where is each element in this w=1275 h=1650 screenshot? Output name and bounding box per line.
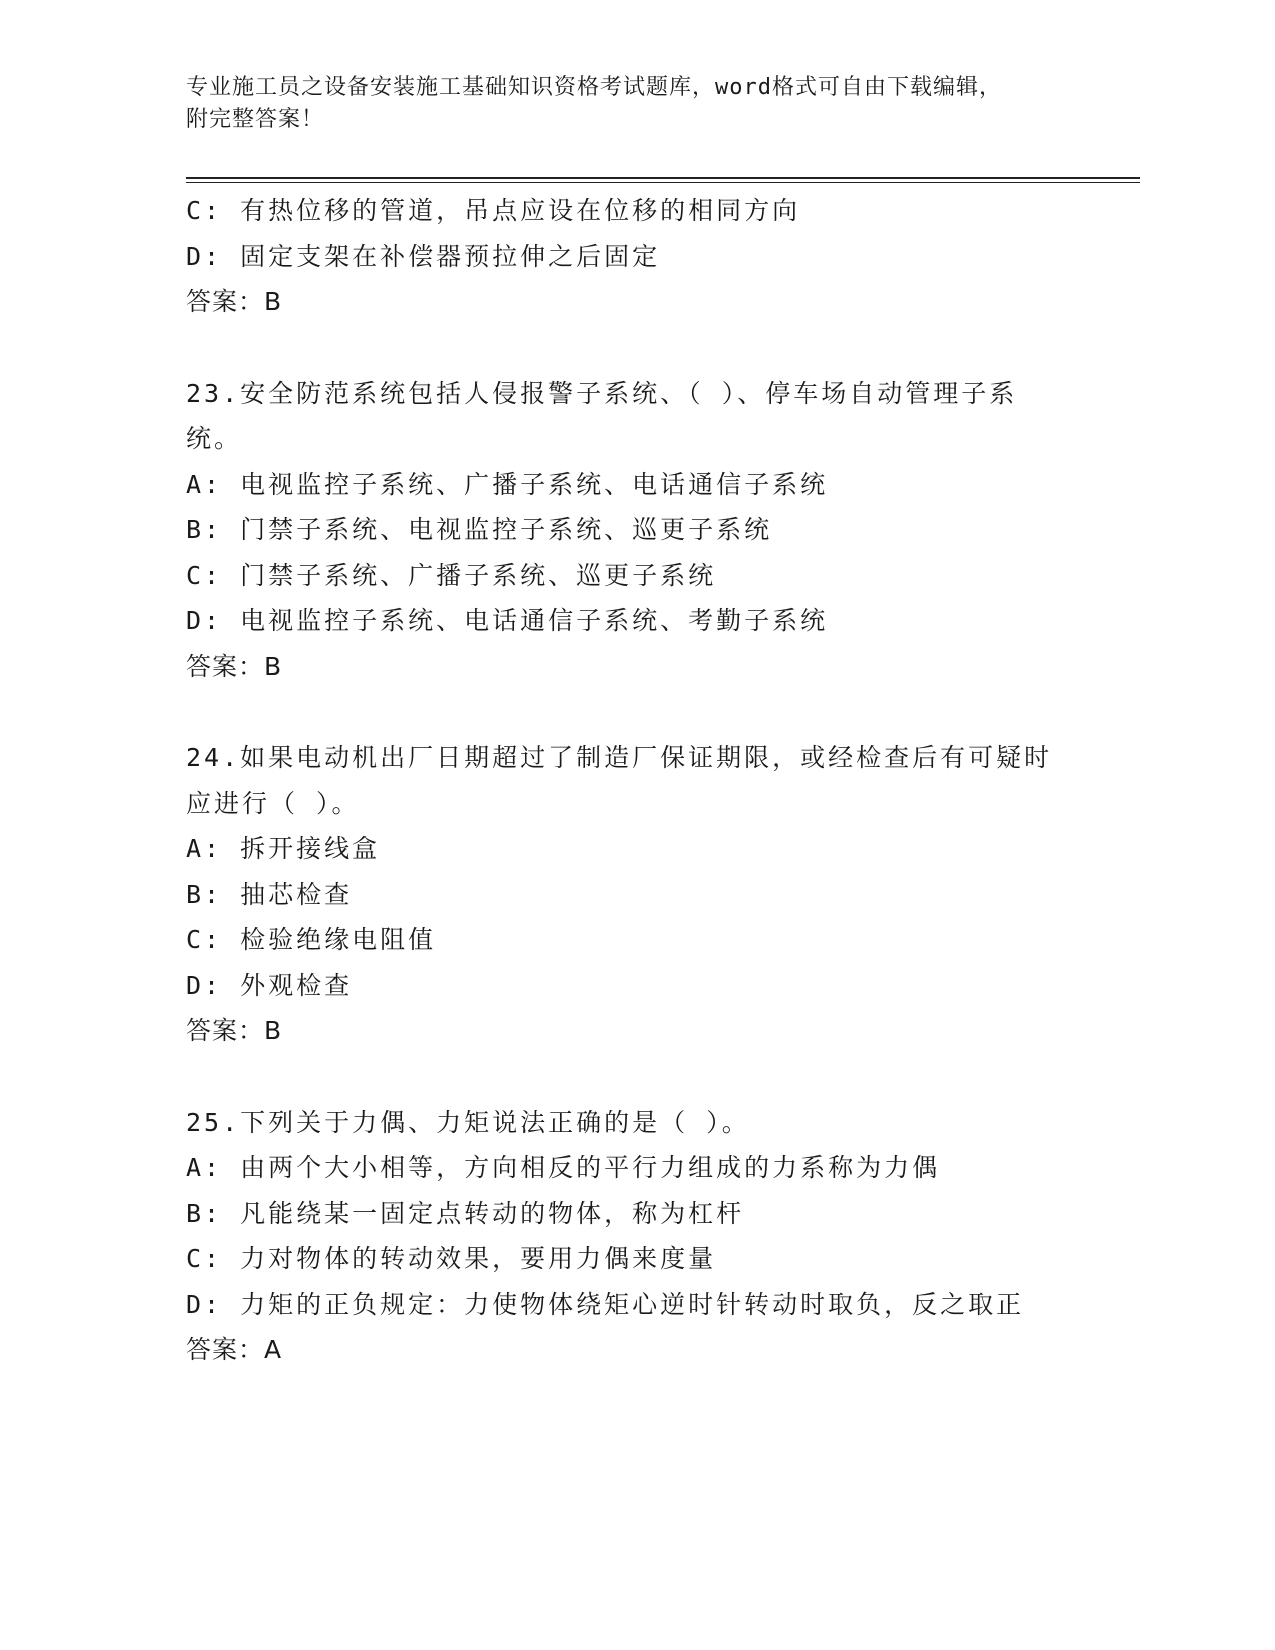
option-a: A: 电视监控子系统、广播子系统、电话通信子系统 [186,469,829,499]
option-d: D: 固定支架在补偿器预拉伸之后固定 [186,241,661,271]
document-header [186,72,1066,136]
header-line-1: 专业施工员之设备安装施工基础知识资格考试题库，word格式可自由下载编辑， [186,75,1002,100]
answer-line: 答案：B [186,1016,283,1045]
question-fragment [186,188,1086,325]
header-line-2: 附完整答案！ [186,107,325,132]
option-b: B: 抽芯检查 [186,879,353,909]
option-c: C: 门禁子系统、广播子系统、巡更子系统 [186,560,717,590]
header-rule-thick [186,177,1140,179]
answer-line: 答案：A [186,1335,283,1364]
option-d: D: 力矩的正负规定：力使物体绕矩心逆时针转动时取负，反之取正 [186,1289,1025,1319]
question-text-cont: 统。 [186,424,243,453]
question-text: 23.安全防范系统包括人侵报警子系统、（ ）、停车场自动管理子系 [186,378,1018,408]
question-25 [186,1100,1086,1373]
option-b: B: 凡能绕某一固定点转动的物体，称为杠杆 [186,1198,745,1228]
spacer [186,689,1086,735]
option-a: A: 拆开接线盒 [186,834,381,863]
header-rule-thin [186,182,1140,183]
question-23 [186,371,1086,690]
question-text: 24.如果电动机出厂日期超过了制造厂保证期限，或经检查后有可疑时 [186,743,1053,772]
option-d: D: 外观检查 [186,970,353,1000]
question-text: 25.下列关于力偶、力矩说法正确的是（ ）。 [186,1107,750,1137]
option-c: C: 检验绝缘电阻值 [186,925,437,954]
option-d: D: 电视监控子系统、电话通信子系统、考勤子系统 [186,606,829,635]
question-list [186,188,1086,1373]
spacer [186,1054,1086,1100]
option-c: C: 有热位移的管道，吊点应设在位移的相同方向 [186,196,801,225]
answer-line: 答案：B [186,651,283,681]
option-b: B: 门禁子系统、电视监控子系统、巡更子系统 [186,515,773,544]
answer-line: 答案：B [186,287,283,316]
option-c: C: 力对物体的转动效果，要用力偶来度量 [186,1244,717,1273]
question-24 [186,735,1086,1054]
spacer [186,325,1086,371]
question-text-cont: 应进行（ ）。 [186,788,360,818]
option-a: A: 由两个大小相等，方向相反的平行力组成的力系称为力偶 [186,1153,941,1182]
